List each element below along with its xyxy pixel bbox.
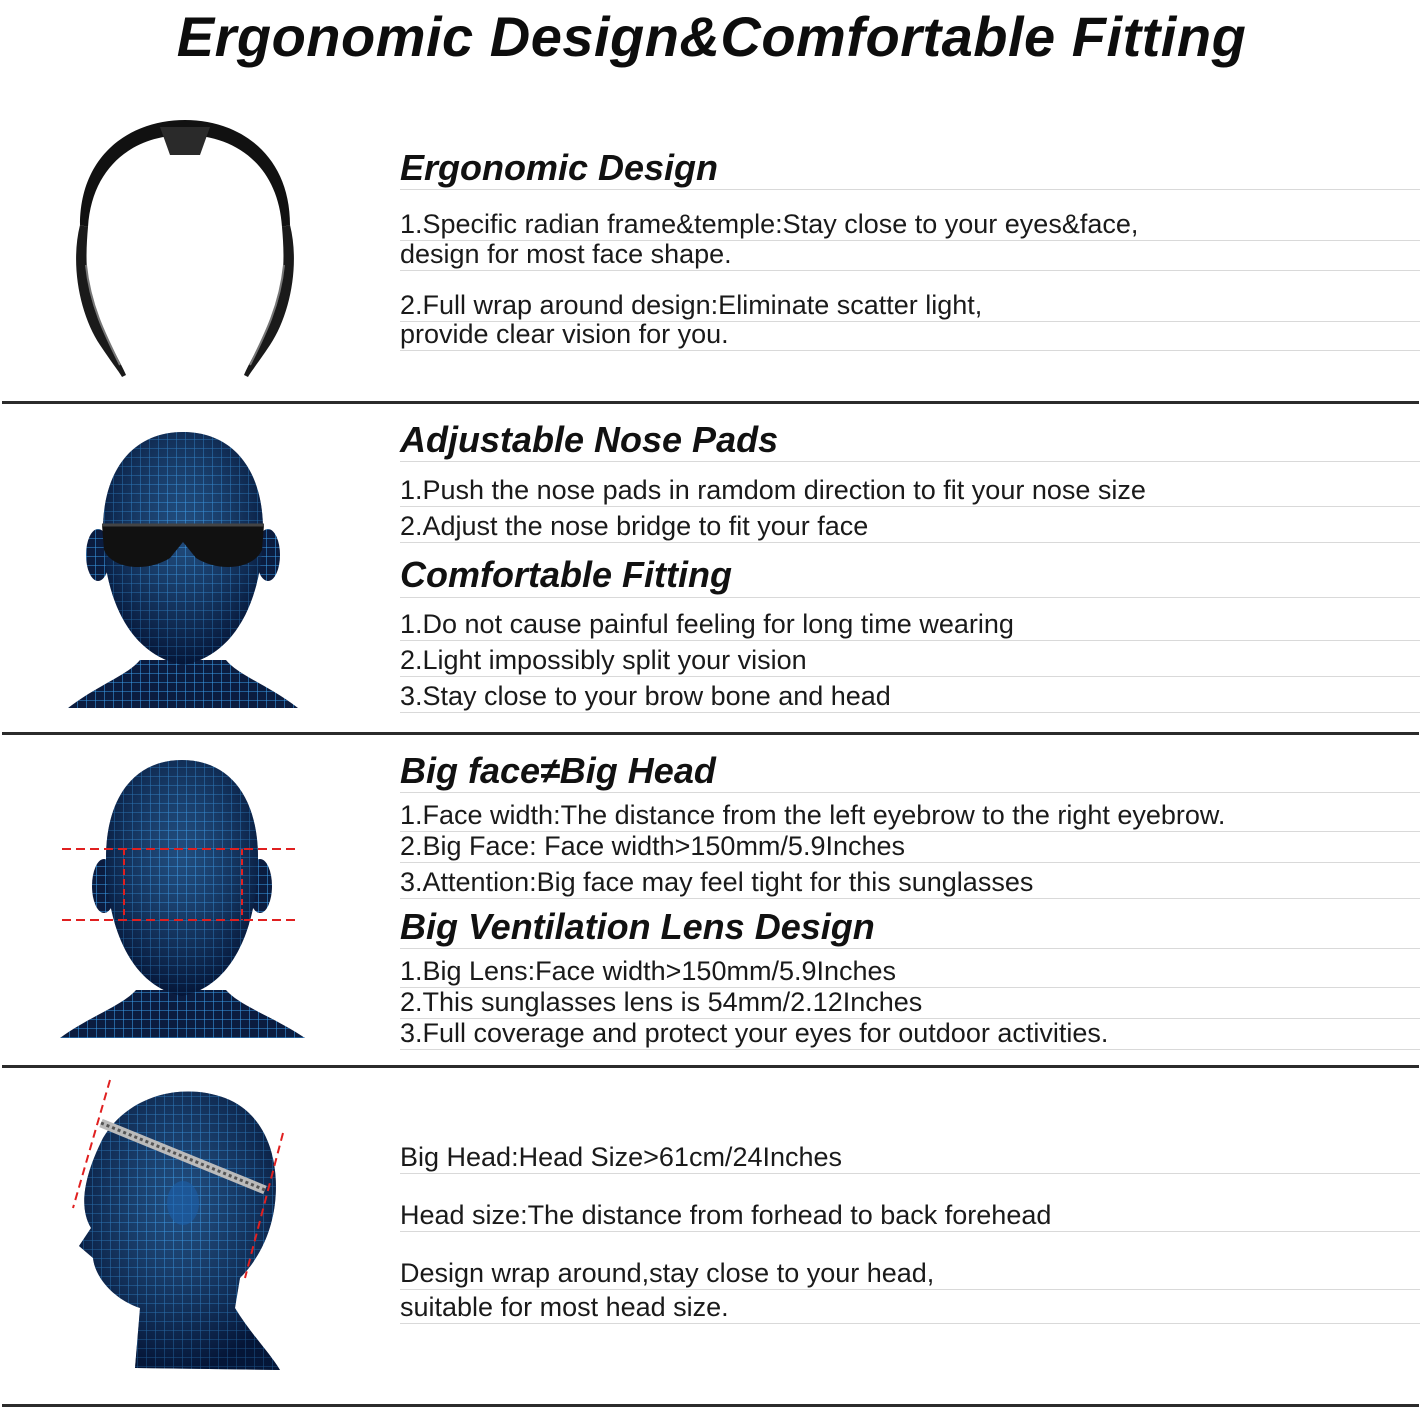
big-head-line-4: suitable for most head size. <box>400 1292 729 1322</box>
lens-line-1: 1.Big Lens:Face width>150mm/5.9Inches <box>400 956 897 986</box>
wireframe-head-with-sunglasses-figure <box>68 430 298 710</box>
wireframe-face-width-figure <box>60 758 305 1040</box>
sunglasses-top-view-figure <box>60 115 310 385</box>
big-face-line-2: 2.Big Face: Face width>150mm/5.9Inches <box>400 831 906 861</box>
ergonomic-line-3: 2.Full wrap around design:Eliminate scatter light, <box>400 290 983 320</box>
comfort-line-3: 3.Stay close to your brow bone and head <box>400 681 891 711</box>
section-heading-big-ventilation-lens-design: Big Ventilation Lens Design <box>400 906 875 947</box>
wireframe-head-profile-figure <box>65 1078 290 1373</box>
lens-line-2: 2.This sunglasses lens is 54mm/2.12Inches <box>400 987 923 1017</box>
big-head-line-2: Head size:The distance from forhead to back forehead <box>400 1200 1052 1230</box>
lens-line-3: 3.Full coverage and protect your eyes for outdoor activities. <box>400 1018 1109 1048</box>
nose-pads-line-2: 2.Adjust the nose bridge to fit your face <box>400 511 869 541</box>
big-head-line-1: Big Head:Head Size>61cm/24Inches <box>400 1142 843 1172</box>
section-heading-adjustable-nose-pads: Adjustable Nose Pads <box>400 419 779 460</box>
big-face-line-1: 1.Face width:The distance from the left eyebrow to the right eyebrow. <box>400 800 1226 830</box>
big-head-line-3: Design wrap around,stay close to your head, <box>400 1258 935 1288</box>
ergonomic-line-1: 1.Specific radian frame&temple:Stay close to your eyes&face, <box>400 209 1139 239</box>
page-title: Ergonomic Design&Comfortable Fitting <box>176 5 1247 68</box>
section-divider <box>2 1065 1419 1068</box>
comfort-line-1: 1.Do not cause painful feeling for long time wearing <box>400 609 1014 639</box>
nose-pads-line-1: 1.Push the nose pads in ramdom direction to fit your nose size <box>400 475 1146 505</box>
section-divider <box>2 1404 1419 1407</box>
section-divider <box>2 732 1419 735</box>
section-heading-comfortable-fitting: Comfortable Fitting <box>400 554 732 595</box>
ergonomic-line-2: design for most face shape. <box>400 239 732 269</box>
section-divider <box>2 401 1419 404</box>
big-face-line-3: 3.Attention:Big face may feel tight for this sunglasses <box>400 867 1034 897</box>
ergonomic-line-4: provide clear vision for you. <box>400 319 729 349</box>
section-heading-ergonomic-design: Ergonomic Design <box>400 147 719 188</box>
section-heading-big-face-big-head: Big face≠Big Head <box>400 750 716 791</box>
comfort-line-2: 2.Light impossibly split your vision <box>400 645 807 675</box>
